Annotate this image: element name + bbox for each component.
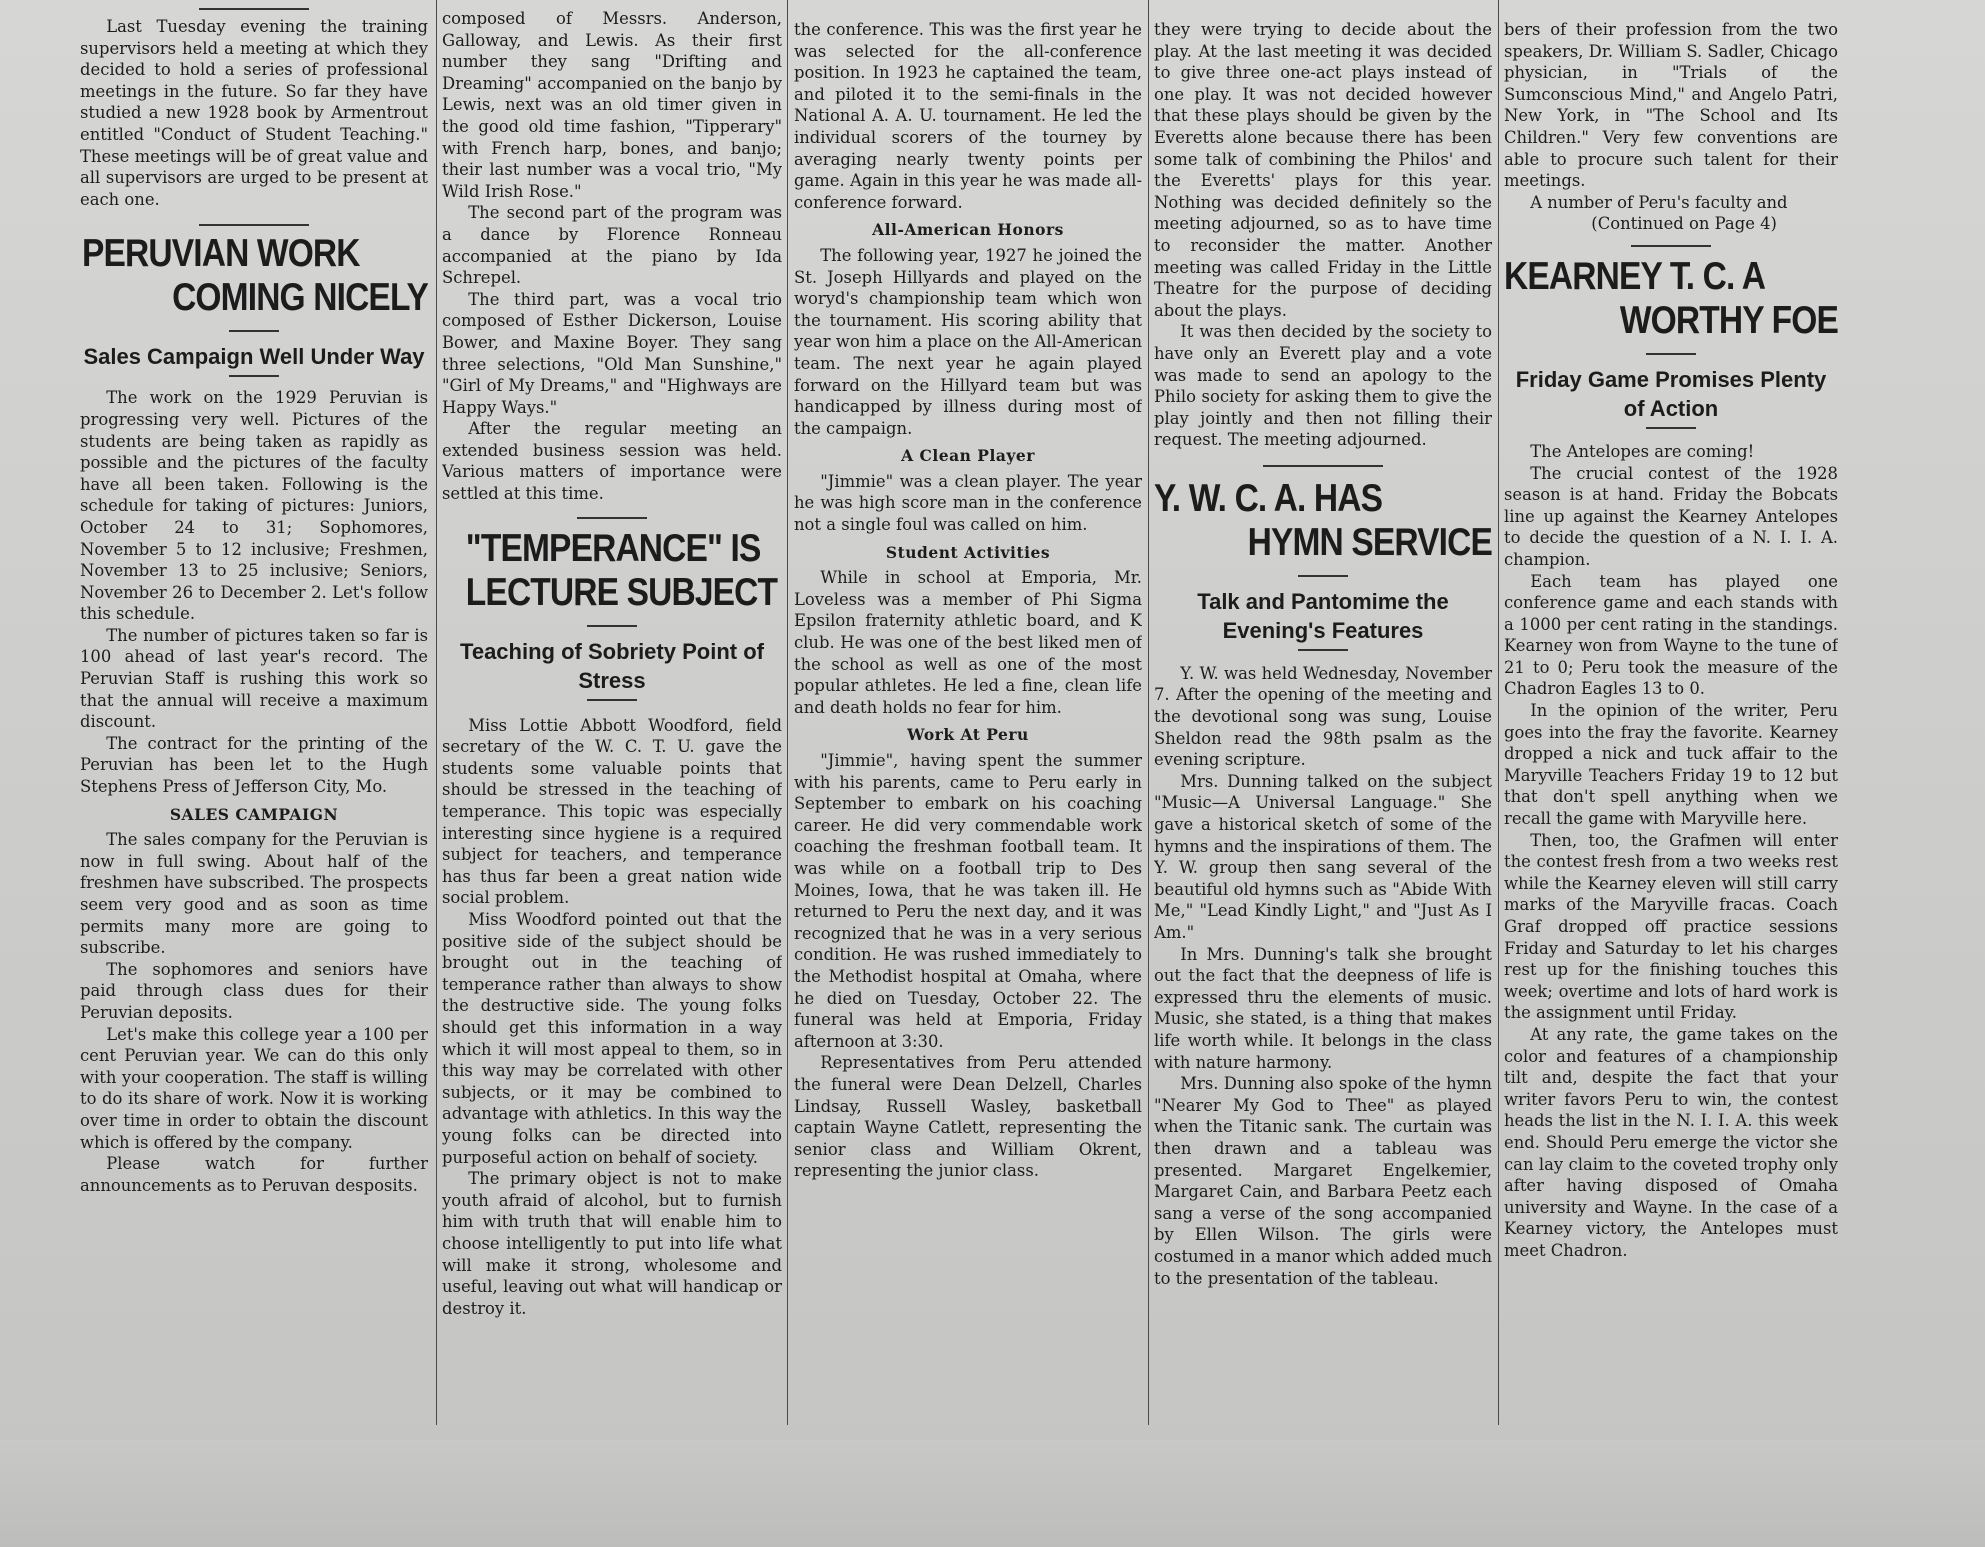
article-paragraph: It was then decided by the society to have only an Everett play and a vote was made to send an apology to the Philo society for asking them to give the play jointly and then not filling their request. The meeting adjourned. (1154, 322, 1492, 450)
article-paragraph: Then, too, the Grafmen will enter the contest fresh from a two weeks rest while the Kearney eleven will still carry marks of the Maryville fracas. Coach Graf dropped off practice sessions Friday and Saturday to let his charges rest up for the finishing touches this week; overtime and lots of hard work is the assignment until Friday. (1504, 830, 1838, 1023)
divider (587, 625, 637, 627)
column-1 (80, 8, 428, 1438)
headline-peruvian-work: PERUVIAN WORK (82, 232, 360, 276)
divider (1631, 245, 1711, 247)
divider (229, 375, 279, 377)
article-paragraph: they were trying to decide about the play. At the last meeting it was decided to give three one-act plays instead of one play. It was not decided however that these plays should be given by the Everetts alone because there has been some talk of combining the Philos' and the Everetts' plays for this year. Nothing was decided definitely so the meeting adjourned, so as to have time to reconsider the matter. Another meeting was called Friday in the Little Theatre for the purpose of deciding about the plays. (1154, 20, 1492, 320)
divider (577, 517, 647, 519)
article-paragraph: The crucial contest of the 1928 season is at hand. Friday the Bobcats line up against the Kearney Antelopes to decide the question of a N. I. I. A. champion. (1504, 463, 1838, 569)
column-rule (436, 0, 437, 1425)
divider (1646, 353, 1696, 355)
article-paragraph: After the regular meeting an extended business session was held. Various matters of importance were settled at this time. (442, 419, 782, 504)
article-paragraph: Each team has played one conference game and each stands with a 1000 per cent rating in the standings. Kearney won from Wayne to the tune of 21 to 0; Peru took the measure of the Chadron Eagles 13 to 0. (1504, 571, 1838, 699)
continued-notice: (Continued on Page 4) (1591, 214, 1777, 234)
page-bottom-margin (0, 1440, 1985, 1547)
headline-coming-nicely: COMING NICELY (172, 276, 428, 320)
article-paragraph: The Antelopes are coming! (1530, 441, 1755, 461)
article-paragraph: "Jimmie" was a clean player. The year he was high score man in the conference not a single foul was called on him. (794, 471, 1142, 535)
headline-ywca: Y. W. C. A. HAS (1154, 476, 1383, 520)
deck-talk-pantomime: Talk and Pantomime the Evening's Features (1197, 588, 1449, 643)
article-paragraph: Y. W. was held Wednesday, November 7. After the opening of the meeting and the devotional song was sung, Louise Sheldon read the 98th psalm as the evening scripture. (1154, 663, 1492, 770)
article-paragraph: Mrs. Dunning also spoke of the hymn "Nearer My God to Thee" as played when the Titanic sank. The curtain was then drawn and a tableau was presented. Margaret Engelkemier, Margaret Cain, and Barbara Peetz each sang a verse of the song accompanied by Ellen Wilson. The girls were costumed in a manor which added much to the presentation of the tableau. (1154, 1074, 1492, 1288)
divider (1263, 465, 1383, 467)
article-paragraph: "Jimmie", having spent the summer with his parents, came to Peru early in September to embark on his coaching career. He did very commendable work coaching the freshman football team. It was while on a football trip to Des Moines, Iowa, that he was taken ill. He returned to Peru the next day, and it was recognized that he was in a very serious condition. He was rushed immediately to the Methodist hospital at Omaha, where he died on Tuesday, October 22. The funeral was held at Emporia, Friday afternoon at 3:30. (794, 751, 1142, 1051)
article-paragraph: The contract for the printing of the Peruvian has been let to the Hugh Stephens Press of Jefferson City, Mo. (80, 733, 428, 797)
subhead-all-american: All-American Honors (872, 220, 1064, 240)
column-3 (794, 19, 1142, 1449)
headline-lecture-subject: LECTURE SUBJECT (465, 570, 778, 614)
article-paragraph: The following year, 1927 he joined the St. Joseph Hillyards and played on the woryd's championship team which won the tournament. His scoring ability that year won him a place on the All-American team. The next year he again played forward on the Hillyard team but was handicapped by illness during most of the campaign. (794, 245, 1142, 438)
article-paragraph: The sales company for the Peruvian is now in full swing. About half of the freshmen have subscribed. The prospects seem very good and as soon as time permits many more are going to subscribe. (80, 830, 428, 958)
headline-worthy-foe: WORTHY FOE (1619, 298, 1838, 342)
article-paragraph: The second part of the program was a dance by Florence Ronneau accompanied at the piano by Ida Schrepel. (442, 203, 782, 288)
article-paragraph: The primary object is not to make youth afraid of alcohol, but to furnish him with truth that will enable him to choose intelligently to put into life what will make it strong, wholesome and useful, leaving out what will handicap or destroy it. (442, 1169, 782, 1318)
article-paragraph: The sophomores and seniors have paid through class dues for their Peruvian deposits. (80, 959, 428, 1022)
headline-hymn-service: HYMN SERVICE (1247, 520, 1492, 564)
headline-kearney: KEARNEY T. C. A (1504, 254, 1766, 298)
article-paragraph: Miss Woodford pointed out that the positive side of the subject should be brought out in the teaching of temperance rather than always to show the destructive side. The young folks should get this information in a way which it will most appeal to them, so in this way may be correlated with other subjects, or it may be combined to advantage with athletics. In this way the young folks can be directed into purposeful action on behalf of society. (442, 910, 782, 1167)
subhead-student-activities: Student Activities (885, 542, 1051, 562)
article-paragraph: the conference. This was the first year he was selected for the all-conference position. In 1923 he captained the team, and piloted it to the semi-finals in the National A. A. U. tournament. He led the individual scorers of the tourney by averaging nearly twenty points per game. Again in this year he was made all-conference forward. (794, 20, 1142, 212)
deck-sales-campaign: Sales Campaign Well Under Way (83, 344, 425, 370)
article-paragraph: A number of Peru's faculty and (1530, 192, 1788, 212)
divider (1646, 427, 1696, 429)
article-paragraph: composed of Messrs. Anderson, Galloway, and Lewis. As their first number they sang "Drifting and Dreaming" accompanied on the banjo by Lewis, next was an old timer given in the good old time fashion, "Tipperary" with French harp, bones, and banjo; their last number was a vocal trio, "My Wild Irish Rose." (442, 9, 782, 201)
training-supervisors-paragraph: Last Tuesday evening the training supervisors held a meeting at which they decided to hold a series of professional meetings in the future. So far they have studied a new 1928 book by Armentrout entitled "Conduct of Student Teaching." These meetings will be of great value and all supervisors are urged to be present at each one. (80, 17, 428, 209)
column-5 (1504, 19, 1838, 1449)
article-paragraph: At any rate, the game takes on the color and features of a championship tilt and, despite the fact that your writer favors Peru to win, the contest heads the list in the N. I. I. A. this week end. Should Peru emerge the victor she can lay claim to the coveted trophy only after having disposed of Omaha university and Wayne. In the case of a Kearney victory, the Antelopes must meet Chadron. (1504, 1024, 1838, 1260)
subhead-clean-player: A Clean Player (901, 446, 1035, 466)
subhead-work-at-peru: Work At Peru (907, 725, 1029, 745)
divider (199, 8, 309, 10)
divider (199, 224, 309, 226)
divider (1298, 649, 1348, 651)
article-paragraph: The third part, was a vocal trio composed of Esther Dickerson, Louise Bower, and Maxine Boyer. They sang three selections, "Old Man Sunshine," "Girl of My Dreams," and "Highways are Happy Ways." (442, 289, 782, 417)
article-paragraph: Let's make this college year a 100 per cent Peruvian year. We can do this only with your cooperation. The staff is willing to do its share of work. Now it is working over time in order to obtain the discount which is offered by the company. (80, 1024, 428, 1152)
subhead-sales-campaign: SALES CAMPAIGN (169, 804, 339, 824)
article-paragraph: While in school at Emporia, Mr. Loveless was a member of Phi Sigma Epsilon fraternity athletic board, and K club. He was one of the best liked men of the school as well as one of the most popular athletes. He led a fine, clean life and death holds no fear for him. (794, 568, 1142, 717)
article-paragraph: bers of their profession from the two speakers, Dr. William S. Sadler, Chicago physician, in "Trials of the Sumconscious Mind," and Angelo Patri, New York, in "The School and Its Children." Very few conventions are able to procure such talent for their meetings. (1504, 20, 1838, 191)
article-paragraph: In the opinion of the writer, Peru goes into the fray the favorite. Kearney dropped a nick and tuck affair to the Maryville Teachers Friday 19 to 12 but that don't spell anything when we recall the game with Maryville here. (1504, 701, 1838, 829)
column-4 (1154, 19, 1492, 1449)
article-paragraph: In Mrs. Dunning's talk she brought out the fact that the deepness of life is expressed thru the elements of music. Music, she stated, is a thing that makes life worth while. It belongs in the class with nature harmony. (1154, 944, 1492, 1072)
column-rule (1148, 0, 1149, 1425)
article-paragraph: Please watch for further announcements as to Peruvan desposits. (80, 1154, 428, 1195)
headline-temperance: "TEMPERANCE" IS (465, 526, 761, 570)
deck-sobriety: Teaching of Sobriety Point of Stress (460, 638, 764, 693)
article-paragraph: The work on the 1929 Peruvian is progressing very well. Pictures of the students are being taken as rapidly as possible and the pictures of the faculty have all been taken. Following is the schedule for taking of pictures: Juniors, October 24 to 31; Sophomores, November 5 to 12 inclusive; Freshmen, November 13 to 25 inclusive; Seniors, November 26 to December 2. Let's follow this schedule. (80, 388, 428, 624)
article-paragraph: Miss Lottie Abbott Woodford, field secretary of the W. C. T. U. gave the students some valuable points that should be stressed in the teaching of temperance. This topic was especially interesting since hygiene is a required subject for teachers, and temperance has thus far been a great nation wide social problem. (442, 715, 782, 908)
article-paragraph: The number of pictures taken so far is 100 ahead of last year's record. The Peruvian Staff is rushing this work so that the annual will receive a maximum discount. (80, 625, 428, 732)
column-rule (1498, 0, 1499, 1425)
deck-friday-game: Friday Game Promises Plenty of Action (1515, 366, 1827, 421)
divider (587, 699, 637, 701)
divider (1298, 575, 1348, 577)
article-paragraph: Representatives from Peru attended the funeral were Dean Delzell, Charles Lindsay, Russell Wasley, basketball captain Wayne Catlett, representing the senior class and William Okrent, representing the junior class. (794, 1053, 1142, 1181)
divider (229, 330, 279, 332)
column-rule (787, 0, 788, 1425)
column-2 (442, 8, 782, 1438)
article-paragraph: Mrs. Dunning talked on the subject "Music—A Universal Language." She gave a historical sketch of some of the hymns and the inspirations of them. The Y. W. group then sang several of the beautiful old hymns such as "Abide With Me," "Lead Kindly Light," and "Just As I Am." (1154, 771, 1492, 942)
